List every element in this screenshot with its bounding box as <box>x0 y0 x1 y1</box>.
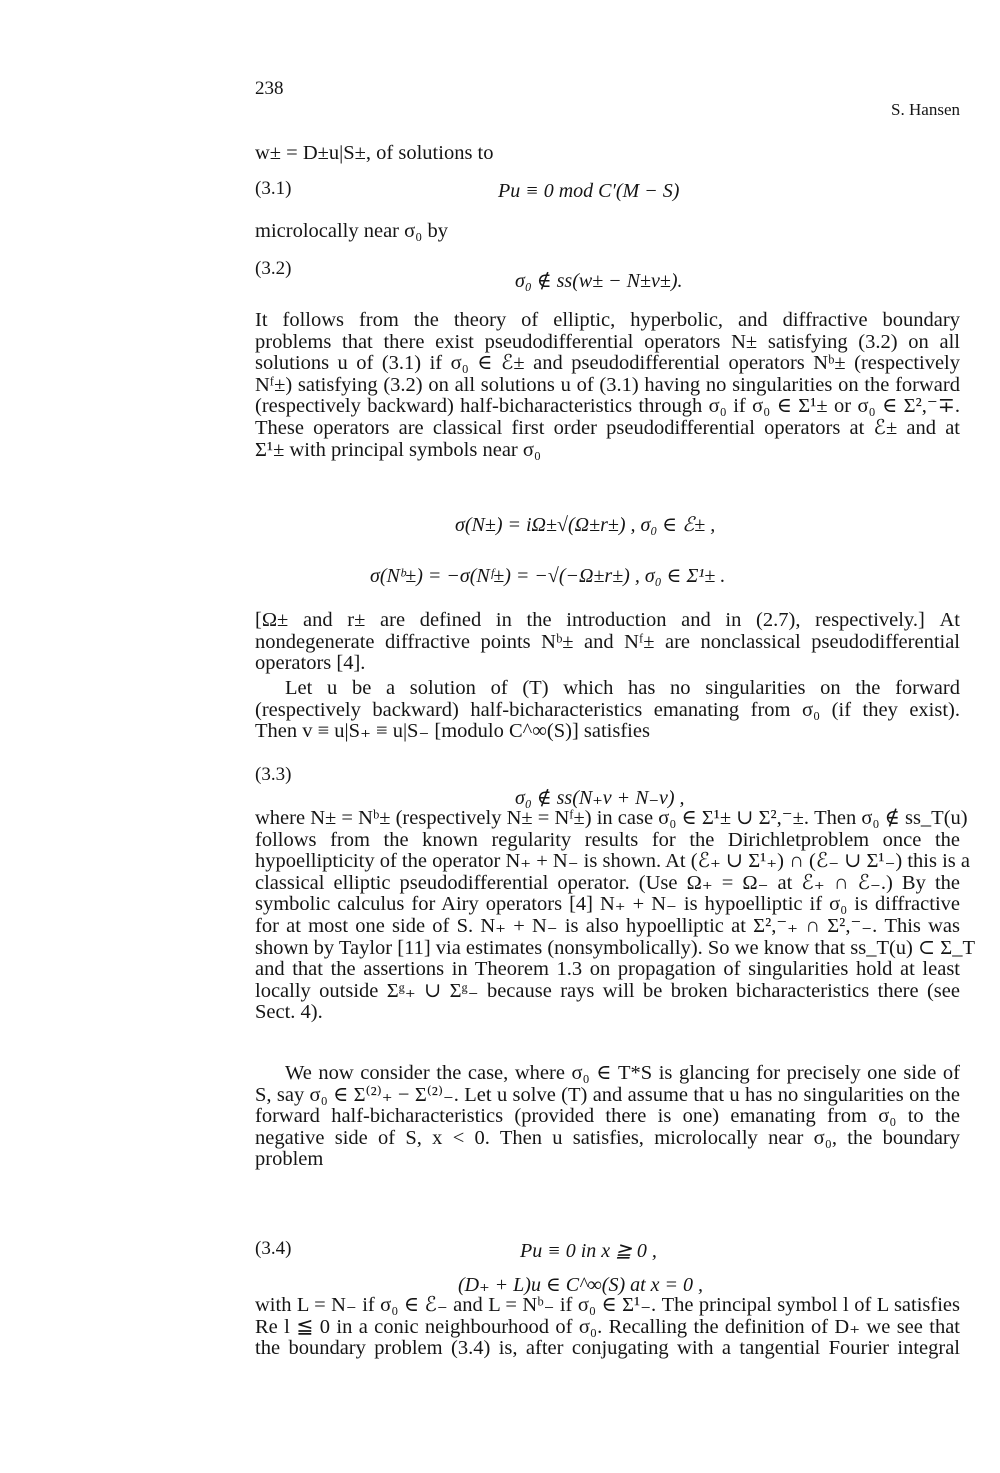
text-line: It follows from the theory of elliptic, hyperbolic, and diffractive boundary <box>255 309 960 331</box>
text-line: problems that there exist pseudodifferential operators N± satisfying (3.2) on all <box>255 330 960 353</box>
text-line: (respectively backward) half-bicharacteristics through σ₀ if σ₀ ∈ Σ¹± or σ₀ ∈ Σ²,⁻∓. <box>255 395 960 418</box>
paragraph-definitions <box>255 610 960 675</box>
page-number: 238 <box>255 78 284 99</box>
equation-3-4-line2: (D₊ + L)u ∈ C^∞(S) at x = 0 , <box>458 1274 704 1296</box>
text-line: [Ω± and r± are defined in the introduction and in (2.7), respectively.] At <box>255 609 960 631</box>
text-line: (respectively backward) half-bicharacteristics emanating from σ₀ (if they exist). <box>255 698 960 721</box>
equation-3-1: Pu ≡ 0 mod C′(M − S) <box>498 180 680 202</box>
text-line: nondegenerate diffractive points Nᵇ± and Nᶠ± are nonclassical pseudodifferential <box>255 630 960 653</box>
text-line: Sect. 4). <box>255 1001 323 1024</box>
text-line: hypoellipticity of the operator N₊ + N₋ is shown. At (ℰ₊ ∪ Σ¹₊) ∩ (ℰ₋ ∪ Σ¹₋) this is a <box>255 850 970 873</box>
text-line: We now consider the case, where σ₀ ∈ T*S is glancing for precisely one side of <box>285 1062 960 1084</box>
text-line: shown by Taylor [11] via estimates (nonsymbolically). So we know that ss_T(u) ⊂ Σ_T <box>255 936 976 959</box>
symbol-equation-a: σ(N±) = iΩ±√(Ω±r±) , σ₀ ∈ ℰ± , <box>455 514 716 536</box>
equation-label-3-1: (3.1) <box>255 178 292 199</box>
equation-3-3: σ₀ ∉ ss(N₊v + N₋v) , <box>515 787 685 809</box>
equation-label-3-2: (3.2) <box>255 258 292 279</box>
running-header-author: S. Hansen <box>891 100 960 119</box>
text-line: for at most one side of S. N₊ + N₋ is also hypoelliptic at Σ²,⁻₊ ∩ Σ²,⁻₋. This was <box>255 914 960 937</box>
text-line: locally outside Σᵍ₊ ∪ Σᵍ₋ because rays will be broken bicharacteristics there (see <box>255 979 960 1002</box>
text-line: S, say σ₀ ∈ Σ⁽²⁾₊ − Σ⁽²⁾₋. Let u solve (T) and assume that u has no singularities on the <box>255 1083 960 1106</box>
paragraph-boundary-problem <box>255 1295 960 1360</box>
equation-label-3-3: (3.3) <box>255 764 292 785</box>
equation-3-2: σ₀ ∉ ss(w± − N±v±). <box>515 270 683 292</box>
text-line: where N± = Nᵇ± (respectively N± = Nᶠ±) in case σ₀ ∈ Σ¹± ∪ Σ²,⁻±. Then σ₀ ∉ ss_T(u) <box>255 807 968 829</box>
paragraph-hypoellipticity <box>255 807 976 1024</box>
text-line: symbolic calculus for Airy operators [4] N₊ + N₋ is hypoelliptic if σ₀ is diffractive <box>255 893 960 916</box>
text-line: operators [4]. <box>255 652 366 675</box>
paragraph-theory <box>255 310 960 461</box>
intro-line: w± = D±u|S±, of solutions to <box>255 142 494 164</box>
text-line: Then v ≡ u|S₊ ≡ u|S₋ [modulo C^∞(S)] satisfies <box>255 720 650 743</box>
text-line: classical elliptic pseudodifferential operator. (Use Ω₊ = Ω₋ at ℰ₊ ∩ ℰ₋.) By the <box>255 871 960 894</box>
paragraph-solution <box>255 678 960 743</box>
microlocal-line: microlocally near σ₀ by <box>255 220 448 242</box>
text-line: and that the assertions in Theorem 1.3 on propagation of singularities hold at least <box>255 958 960 981</box>
text-line: Σ¹± with principal symbols near σ₀ <box>255 438 542 461</box>
text-line: Let u be a solution of (T) which has no singularities on the forward <box>285 677 960 699</box>
text-line: solutions u of (3.1) if σ₀ ∈ ℰ± and pseudodifferential operators Nᵇ± (respectively <box>255 352 960 375</box>
text-line: Re l ≦ 0 in a conic neighbourhood of σ₀. Recalling the definition of D₊ we see that <box>255 1315 960 1338</box>
text-line: with L = N₋ if σ₀ ∈ ℰ₋ and L = Nᵇ₋ if σ₀ ∈ Σ¹₋. The principal symbol l of L satisfies <box>255 1294 960 1316</box>
text-line: Nᶠ±) satisfying (3.2) on all solutions u of (3.1) having no singularities on the forward <box>255 373 960 396</box>
text-line: problem <box>255 1148 324 1171</box>
equation-label-3-4: (3.4) <box>255 1238 292 1259</box>
text-line: forward half-bicharacteristics (provided there is one) emanating from σ₀ to the <box>255 1105 960 1128</box>
text-line: follows from the known regularity results for the Dirichletproblem once the <box>255 828 960 851</box>
text-line: These operators are classical first order pseudodifferential operators at ℰ± and at <box>255 416 960 439</box>
symbol-equation-b: σ(Nᵇ±) = −σ(Nᶠ±) = −√(−Ω±r±) , σ₀ ∈ Σ¹± . <box>370 565 726 587</box>
text-line: negative side of S, x < 0. Then u satisfies, microlocally near σ₀, the boundary <box>255 1126 960 1149</box>
equation-3-4-line1: Pu ≡ 0 in x ≧ 0 , <box>520 1240 657 1262</box>
paragraph-glancing <box>255 1063 960 1171</box>
text-line: the boundary problem (3.4) is, after conjugating with a tangential Fourier integral <box>255 1337 960 1360</box>
